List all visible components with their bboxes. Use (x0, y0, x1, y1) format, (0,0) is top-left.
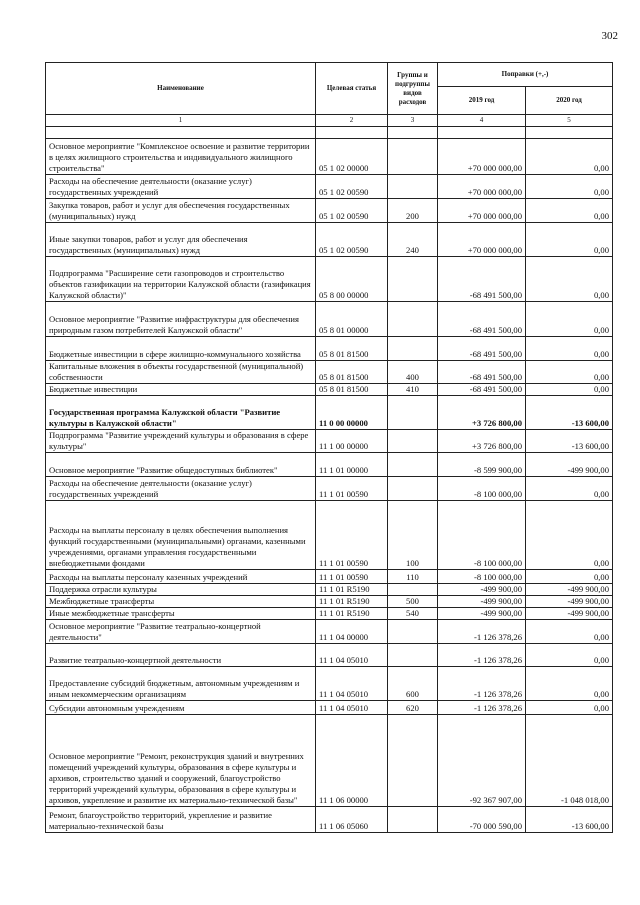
table-row (46, 620, 613, 644)
budget-amendments-table (45, 62, 613, 833)
cell-target-article: 11 1 01 00590 (316, 501, 388, 570)
cell-name: Подпрограмма "Расширение сети газопроводов и строительство объектов газификации на территории Калужской области (газификация Калужской области)" (46, 257, 316, 302)
table-row (46, 477, 613, 501)
header-expense-groups: Группы и подгруппы видов расходов (388, 63, 438, 115)
cell-expense-group (388, 620, 438, 644)
cell-name: Расходы на выплаты персоналу казенных учреждений (46, 570, 316, 584)
cell-value-2020: -1 048 018,00 (526, 715, 613, 807)
cell-target-article: 11 1 04 05010 (316, 644, 388, 667)
cell-expense-group: 110 (388, 570, 438, 584)
cell-value-2019: -1 126 378,26 (438, 701, 526, 715)
table-row (46, 257, 613, 302)
cell-value-2020: 0,00 (526, 570, 613, 584)
cell-value-2019: -499 900,00 (438, 584, 526, 596)
cell-target-article: 11 1 04 00000 (316, 620, 388, 644)
page-number: 302 (601, 30, 618, 42)
cell-name: Поддержка отрасли культуры (46, 584, 316, 596)
cell-value-2019: -8 100 000,00 (438, 477, 526, 501)
column-number: 1 (46, 115, 316, 127)
cell-value-2019: -8 599 900,00 (438, 453, 526, 477)
header-year-2020: 2020 год (526, 87, 613, 115)
cell-expense-group: 100 (388, 501, 438, 570)
cell-target-article: 11 1 04 05010 (316, 701, 388, 715)
table-row (46, 584, 613, 596)
cell-expense-group (388, 477, 438, 501)
cell-value-2019: -1 126 378,26 (438, 620, 526, 644)
cell-expense-group (388, 396, 438, 430)
cell-value-2020: 0,00 (526, 701, 613, 715)
cell-expense-group: 400 (388, 361, 438, 384)
cell-value-2020: 0,00 (526, 199, 613, 223)
cell-target-article: 11 1 00 00000 (316, 430, 388, 453)
cell-expense-group: 600 (388, 667, 438, 701)
cell-name: Основное мероприятие "Развитие инфраструктуры для обеспечения природным газом потребителей Калужской области" (46, 302, 316, 337)
cell-value-2020: 0,00 (526, 302, 613, 337)
cell-expense-group (388, 584, 438, 596)
cell-target-article: 05 1 02 00590 (316, 223, 388, 257)
cell-expense-group: 240 (388, 223, 438, 257)
cell-value-2020: 0,00 (526, 361, 613, 384)
table-row (46, 361, 613, 384)
cell-value-2020: -499 900,00 (526, 584, 613, 596)
cell-value-2019: -8 100 000,00 (438, 501, 526, 570)
cell-target-article: 05 8 01 81500 (316, 384, 388, 396)
table-row (46, 223, 613, 257)
cell-name: Иные межбюджетные трансферты (46, 608, 316, 620)
cell-expense-group (388, 257, 438, 302)
cell-target-article: 11 1 06 05060 (316, 807, 388, 833)
cell-name: Основное мероприятие "Развитие театрально-концертной деятельности" (46, 620, 316, 644)
cell-value-2019: -8 100 000,00 (438, 570, 526, 584)
cell-value-2020: 0,00 (526, 139, 613, 175)
cell-target-article: 11 0 00 00000 (316, 396, 388, 430)
cell-name: Закупка товаров, работ и услуг для обеспечения государственных (муниципальных) нужд (46, 199, 316, 223)
cell-target-article: 05 8 01 81500 (316, 337, 388, 361)
cell-target-article: 05 1 02 00590 (316, 175, 388, 199)
cell-value-2020: 0,00 (526, 477, 613, 501)
cell-value-2019: +70 000 000,00 (438, 223, 526, 257)
cell-value-2020: 0,00 (526, 501, 613, 570)
cell-value-2020: 0,00 (526, 620, 613, 644)
table-row (46, 430, 613, 453)
cell-value-2019: -68 491 500,00 (438, 361, 526, 384)
cell-target-article: 05 1 02 00000 (316, 139, 388, 175)
table-row (46, 701, 613, 715)
table-row (46, 396, 613, 430)
cell-expense-group: 200 (388, 199, 438, 223)
cell-value-2019: +3 726 800,00 (438, 396, 526, 430)
cell-value-2020: -13 600,00 (526, 396, 613, 430)
cell-value-2019: +70 000 000,00 (438, 139, 526, 175)
cell-value-2020: -499 900,00 (526, 608, 613, 620)
cell-value-2019: -92 367 907,00 (438, 715, 526, 807)
header-amendments: Поправки (+,-) (438, 63, 613, 87)
cell-name: Бюджетные инвестиции (46, 384, 316, 396)
table-row (46, 384, 613, 396)
cell-name: Субсидии автономным учреждениям (46, 701, 316, 715)
cell-value-2019: -499 900,00 (438, 608, 526, 620)
cell-value-2019: +70 000 000,00 (438, 175, 526, 199)
cell-value-2019: -68 491 500,00 (438, 337, 526, 361)
cell-expense-group (388, 302, 438, 337)
cell-expense-group (388, 139, 438, 175)
cell-value-2019: -1 126 378,26 (438, 644, 526, 667)
table-row (46, 596, 613, 608)
column-number: 4 (438, 115, 526, 127)
cell-value-2020: 0,00 (526, 175, 613, 199)
cell-name: Основное мероприятие "Комплексное освоение и развитие территории в целях жилищного строительства и индивидуального жилищного строительства" (46, 139, 316, 175)
cell-value-2020: -13 600,00 (526, 430, 613, 453)
table-row (46, 453, 613, 477)
cell-target-article: 11 1 06 00000 (316, 715, 388, 807)
cell-value-2020: 0,00 (526, 667, 613, 701)
cell-expense-group: 540 (388, 608, 438, 620)
cell-value-2019: -68 491 500,00 (438, 302, 526, 337)
cell-name: Расходы на выплаты персоналу в целях обеспечения выполнения функций государственными (муниципальными) органами, казенными учреждениями, органами управления государственными внебюджетными фондами (46, 501, 316, 570)
cell-target-article: 11 1 04 05010 (316, 667, 388, 701)
header-target-article: Целевая статья (316, 63, 388, 115)
cell-name: Бюджетные инвестиции в сфере жилищно-коммунального хозяйства (46, 337, 316, 361)
cell-value-2020: 0,00 (526, 257, 613, 302)
cell-value-2019: +70 000 000,00 (438, 199, 526, 223)
cell-expense-group (388, 807, 438, 833)
cell-name: Иные закупки товаров, работ и услуг для обеспечения государственных (муниципальных) нужд (46, 223, 316, 257)
cell-target-article: 11 1 01 00590 (316, 477, 388, 501)
column-number: 2 (316, 115, 388, 127)
cell-expense-group (388, 175, 438, 199)
cell-name: Ремонт, благоустройство территорий, укрепление и развитие материально-технической базы (46, 807, 316, 833)
table-row (46, 570, 613, 584)
cell-expense-group: 500 (388, 596, 438, 608)
cell-name: Расходы на обеспечение деятельности (оказание услуг) государственных учреждений (46, 477, 316, 501)
cell-target-article: 05 8 01 81500 (316, 361, 388, 384)
table-row (46, 139, 613, 175)
cell-expense-group (388, 337, 438, 361)
cell-target-article: 05 8 00 00000 (316, 257, 388, 302)
cell-expense-group (388, 430, 438, 453)
column-number: 5 (526, 115, 613, 127)
table-row (46, 175, 613, 199)
table-row (46, 302, 613, 337)
cell-expense-group: 410 (388, 384, 438, 396)
cell-value-2019: -68 491 500,00 (438, 384, 526, 396)
cell-target-article: 11 1 01 R5190 (316, 584, 388, 596)
cell-value-2020: -499 900,00 (526, 596, 613, 608)
table-row (46, 337, 613, 361)
cell-name: Основное мероприятие "Развитие общедоступных библиотек" (46, 453, 316, 477)
cell-name: Предоставление субсидий бюджетным, автономным учреждениям и иным некоммерческим организациям (46, 667, 316, 701)
cell-target-article: 11 1 01 00000 (316, 453, 388, 477)
cell-value-2020: 0,00 (526, 644, 613, 667)
cell-target-article: 05 1 02 00590 (316, 199, 388, 223)
cell-value-2020: 0,00 (526, 384, 613, 396)
header-name: Наименование (46, 63, 316, 115)
table-row (46, 807, 613, 833)
cell-value-2020: 0,00 (526, 223, 613, 257)
cell-expense-group (388, 715, 438, 807)
cell-expense-group (388, 453, 438, 477)
cell-name: Капитальные вложения в объекты государственной (муниципальной) собственности (46, 361, 316, 384)
cell-name: Межбюджетные трансферты (46, 596, 316, 608)
table-row (46, 608, 613, 620)
cell-name: Подпрограмма "Развитие учреждений культуры и образования в сфере культуры" (46, 430, 316, 453)
table-row (46, 199, 613, 223)
cell-value-2019: -1 126 378,26 (438, 667, 526, 701)
table-row (46, 644, 613, 667)
table-row (46, 501, 613, 570)
table-row (46, 667, 613, 701)
cell-value-2020: -13 600,00 (526, 807, 613, 833)
cell-target-article: 11 1 01 R5190 (316, 608, 388, 620)
column-number: 3 (388, 115, 438, 127)
cell-name: Государственная программа Калужской области "Развитие культуры в Калужской области" (46, 396, 316, 430)
cell-value-2019: -68 491 500,00 (438, 257, 526, 302)
table-row (46, 715, 613, 807)
cell-value-2020: -499 900,00 (526, 453, 613, 477)
cell-expense-group (388, 644, 438, 667)
cell-value-2020: 0,00 (526, 337, 613, 361)
cell-name: Расходы на обеспечение деятельности (оказание услуг) государственных учреждений (46, 175, 316, 199)
cell-name: Развитие театрально-концертной деятельности (46, 644, 316, 667)
cell-expense-group: 620 (388, 701, 438, 715)
header-year-2019: 2019 год (438, 87, 526, 115)
cell-name: Основное мероприятие "Ремонт, реконструкция зданий и внутренних помещений учреждений культуры, образования в сфере культуры и архивов, строительство зданий и сооружений, благоустройство территорий учреждений культуры, образования в сфере культуры и архивов, укрепление и развитие их материально-технической базы" (46, 715, 316, 807)
cell-target-article: 11 1 01 00590 (316, 570, 388, 584)
cell-value-2019: +3 726 800,00 (438, 430, 526, 453)
cell-value-2019: -70 000 590,00 (438, 807, 526, 833)
cell-value-2019: -499 900,00 (438, 596, 526, 608)
cell-target-article: 11 1 01 R5190 (316, 596, 388, 608)
cell-target-article: 05 8 01 00000 (316, 302, 388, 337)
